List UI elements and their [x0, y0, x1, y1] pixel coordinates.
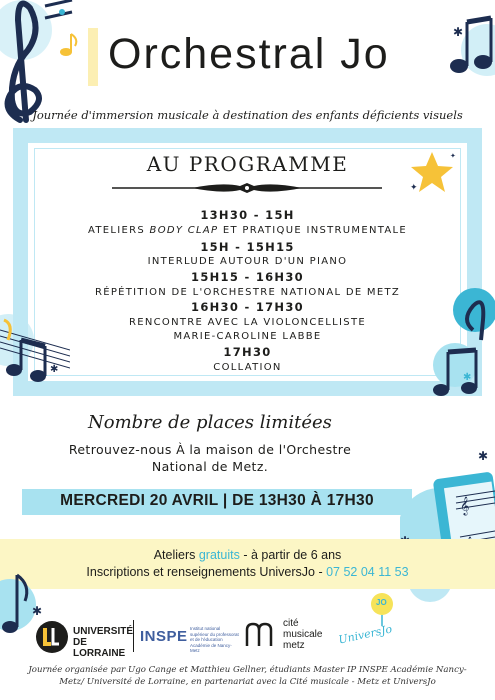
inspe-logo: INSPE Institut national supérieur du professorat et de l'éducation Académie de Nancy-Metz: [140, 626, 239, 653]
schedule-time-3: 15H15 - 16H30: [191, 270, 304, 284]
svg-text:✦: ✦: [450, 152, 456, 160]
logo-separator: [133, 620, 134, 652]
svg-text:✱: ✱: [32, 604, 43, 618]
title-accent-bar: [88, 28, 98, 86]
schedule-time-4: 16H30 - 17H30: [191, 300, 304, 314]
svg-text:✱: ✱: [478, 449, 489, 463]
event-date: MERCREDI 20 AVRIL | DE 13H30 À 17H30: [60, 492, 374, 509]
info-band: [0, 539, 495, 589]
svg-text:𝄞: 𝄞: [460, 496, 470, 515]
schedule-activity-4-line1: RENCONTRE AVEC LA VIOLONCELLISTE: [129, 317, 366, 328]
schedule-time-2: 15H - 15H15: [200, 240, 295, 254]
info-line-registration: Inscriptions et renseignements UniversJo - 07 52 04 11 53: [86, 565, 409, 579]
schedule-activity-3: RÉPÉTITION DE L'ORCHESTRE NATIONAL DE METZ: [94, 287, 401, 298]
music-notes-right-decoration: [425, 280, 495, 400]
poster-title: Orchestral Jo: [108, 30, 390, 78]
svg-text:✱: ✱: [463, 372, 472, 383]
music-notes-top-right-decoration: [445, 10, 495, 90]
programme-title: AU PROGRAMME: [146, 152, 349, 176]
universjo-logo: JO UniversJo: [338, 592, 408, 662]
svg-text:✱: ✱: [453, 25, 464, 39]
star-decoration: [410, 150, 460, 195]
schedule-activity-4-line2: MARIE-CAROLINE LABBE: [173, 331, 322, 342]
info-line-workshops: Ateliers gratuits - à partir de 6 ans: [153, 548, 342, 562]
schedule-time-1: 13H30 - 15H: [200, 208, 295, 222]
treble-clef-notes-decoration: [0, 0, 80, 125]
places-text: Retrouvez-nous À la maison de l'Orchestre National de Metz.: [68, 442, 352, 474]
footer-credits: Journée organisée par Ugo Cange et Matthieu Gellner, étudiants Master IP INSPE Académie Nancy- Metz/ Université de Lorraine, en partenariat avec la Cité musicale - Metz et UniversJo: [28, 665, 467, 687]
schedule-activity-1: ATELIERS BODY CLAP ET PRATIQUE INSTRUMENTALE: [88, 225, 407, 236]
schedule-activity-5: COLLATION: [213, 362, 282, 373]
places-title: Nombre de places limitées: [88, 412, 332, 433]
music-notes-left-decoration: [0, 300, 70, 390]
cite-musicale-metz-logo: cité musicale metz: [245, 618, 335, 656]
schedule-activity-2: INTERLUDE AUTOUR D'UN PIANO: [147, 256, 348, 267]
schedule-time-5: 17H30: [223, 345, 272, 359]
ornamental-divider: [112, 180, 382, 196]
svg-text:✱: ✱: [50, 364, 59, 375]
universite-de-lorraine-logo: UNIVERSITÉ DE LORRAINE: [35, 620, 135, 654]
poster-subtitle: Journée d'immersion musicale à destination des enfants déficients visuels: [32, 108, 463, 122]
svg-text:✦: ✦: [410, 183, 418, 193]
